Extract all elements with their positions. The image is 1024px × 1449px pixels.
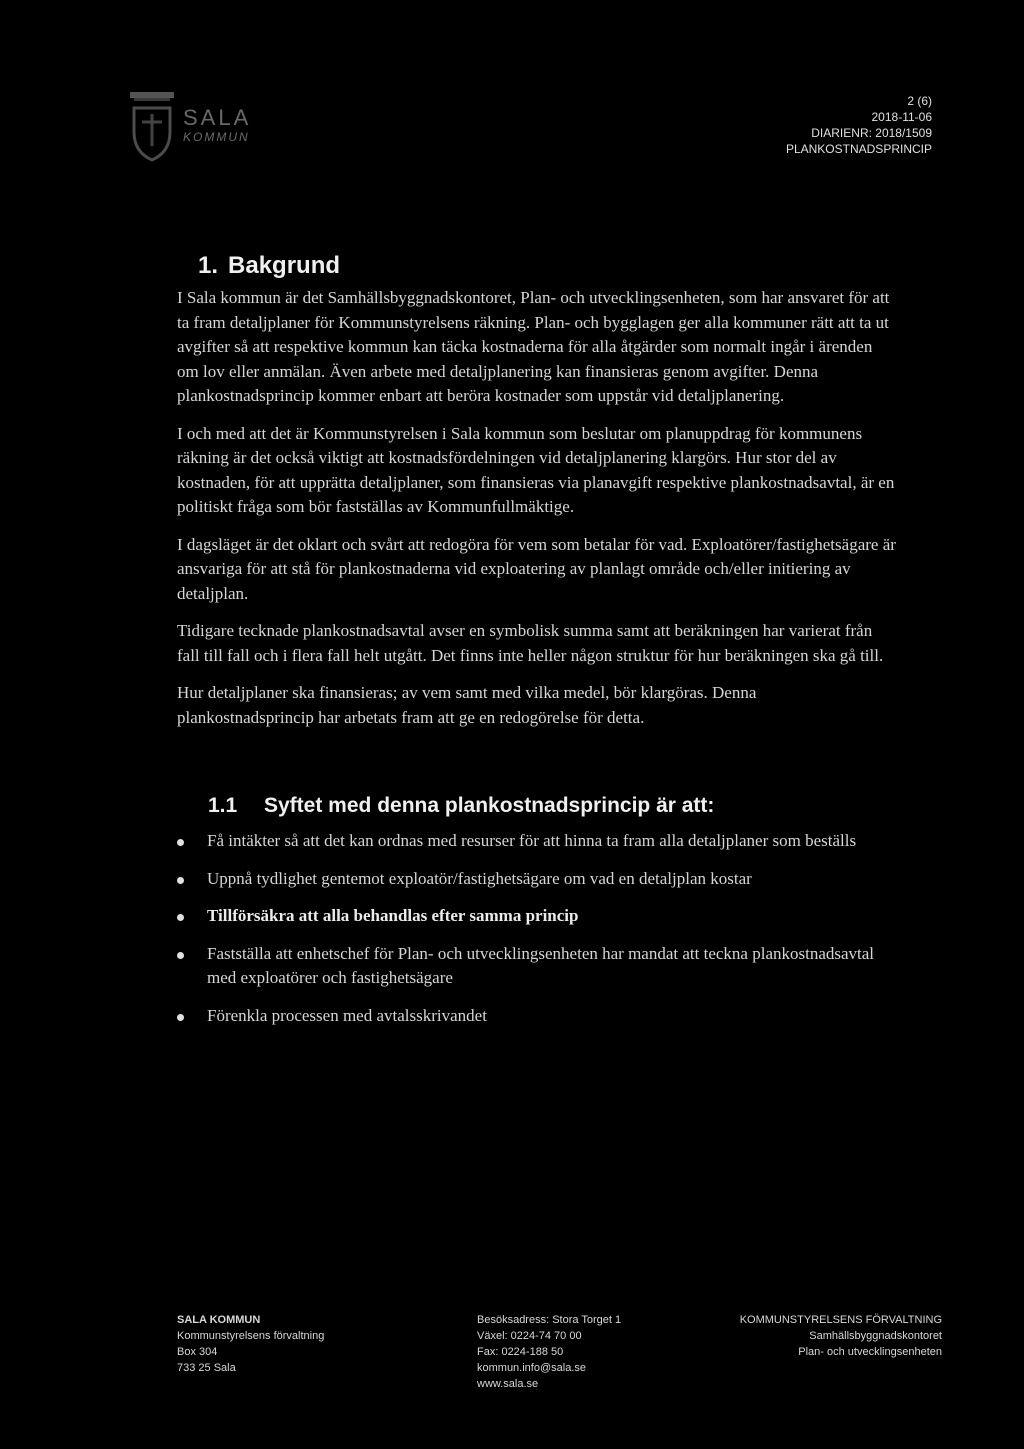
logo-line1: SALA: [183, 105, 252, 130]
footer-department: [740, 1312, 942, 1360]
paragraph: Tidigare tecknade plankostnadsavtal avser en symbolisk summa samt att beräkningen har varierat från fall till fall och i flera fall helt utgått. Det finns inte heller någon struktur för hur beräkningen ska gå till.: [177, 621, 884, 665]
footer-address: Besöksadress: Stora Torget 1: [477, 1314, 622, 1326]
footer-line: Plan- och utvecklingsenheten: [798, 1346, 942, 1358]
footer-line: Box 304: [177, 1346, 218, 1358]
list-item: Tillförsäkra att alla behandlas efter samma princip: [177, 904, 897, 929]
footer-line: 733 25 Sala: [177, 1362, 236, 1374]
list-item: Fastställa att enhetschef för Plan- och utvecklingsenheten har mandat att teckna plankostnadsavtal med exploatörer och fastighetsägare: [177, 942, 897, 991]
diarienr: DIARIENR: 2018/1509: [811, 126, 932, 140]
footer-website-link[interactable]: www.sala.se: [477, 1378, 539, 1390]
section-1-number: 1.: [198, 252, 219, 279]
section-1-heading: [198, 252, 340, 280]
footer-line: Samhällsbyggnadskontoret: [809, 1330, 942, 1342]
coat-of-arms-icon: [128, 92, 178, 164]
bullet-icon: [177, 952, 184, 959]
list-item: Förenkla processen med avtalsskrivandet: [177, 1004, 897, 1029]
paragraph: I dagsläget är det oklart och svårt att redogöra för vem som betalar för vad. Exploatörer/fastighetsägare är ansvariga för att stå för plankostnaderna vid exploatering av planlagt område och/eller initiering av detaljplan.: [177, 534, 896, 603]
footer-line: Kommunstyrelsens förvaltning: [177, 1330, 325, 1342]
document-type: PLANKOSTNADSPRINCIP: [785, 142, 932, 156]
paragraph: I och med att det är Kommunstyrelsen i Sala kommun som beslutar om planuppdrag för kommunens räkning är det också viktigt att kostnadsfördelningen vid detaljplanering klargörs. Hur stor del av kostnaden, för att upprätta detaljplaner, som finansieras via planavgift respektive plankostnadsavtal, är en politiskt fråga som bör fastställas av Kommunfullmäktige.: [177, 423, 895, 516]
paragraph: I Sala kommun är det Samhällsbyggnadskontoret, Plan- och utvecklingsenheten, som har ansvaret för att ta fram detaljplaner för Kommunstyrelsens räkning. Plan- och bygglagen ger alla kommuner rätt att ta ut avgifter så att respektive kommun kan täcka kostnaderna för alla åtgärder som normalt ingår i ärenden om lov eller anmälan. Även arbete med detaljplanering kan finansieras genom avgifter. Denna plankostnadsprincip kommer enbart att beröra kostnader som uppstår vid detaljplanering.: [177, 288, 890, 405]
paragraph: Hur detaljplaner ska finansieras; av vem samt med vilka medel, bör klargöras. Denna plankostnadsprincip har arbetats fram att ge en redogörelse för detta.: [177, 683, 757, 727]
bullet-icon: [177, 914, 184, 921]
footer-contact: [477, 1312, 621, 1392]
bullet-icon: [177, 877, 184, 884]
bullet-icon: [177, 1014, 184, 1021]
section-1-body: [177, 286, 897, 743]
page-number: 2 (6): [907, 94, 932, 108]
list-item: Få intäkter så att det kan ordnas med resurser för att hinna ta fram alla detaljplaner som beställs: [177, 829, 897, 854]
logo-line2: KOMMUN: [183, 130, 250, 144]
document-date: 2018-11-06: [871, 110, 932, 124]
footer-email-link[interactable]: kommun.info@sala.se: [477, 1362, 586, 1374]
purpose-list: [177, 829, 897, 1041]
footer-fax: Fax: 0224-188 50: [477, 1346, 564, 1358]
section-1-1-number: 1.1: [208, 794, 238, 817]
list-item: Uppnå tydlighet gentemot exploatör/fastighetsägare om vad en detaljplan kostar: [177, 867, 897, 892]
document-meta: [786, 93, 932, 157]
section-1-1-title: Syftet med denna plankostnadsprincip är att:: [264, 794, 715, 817]
sala-kommun-logo: [128, 92, 278, 164]
footer-line: KOMMUNSTYRELSENS FÖRVALTNING: [739, 1314, 942, 1326]
footer-org-name: SALA KOMMUN: [177, 1314, 261, 1326]
bullet-icon: [177, 839, 184, 846]
footer-phone: Växel: 0224-74 70 00: [477, 1330, 582, 1342]
footer-organisation: [177, 1312, 324, 1376]
section-1-1-heading: [208, 794, 714, 818]
section-1-title: Bakgrund: [228, 252, 341, 279]
